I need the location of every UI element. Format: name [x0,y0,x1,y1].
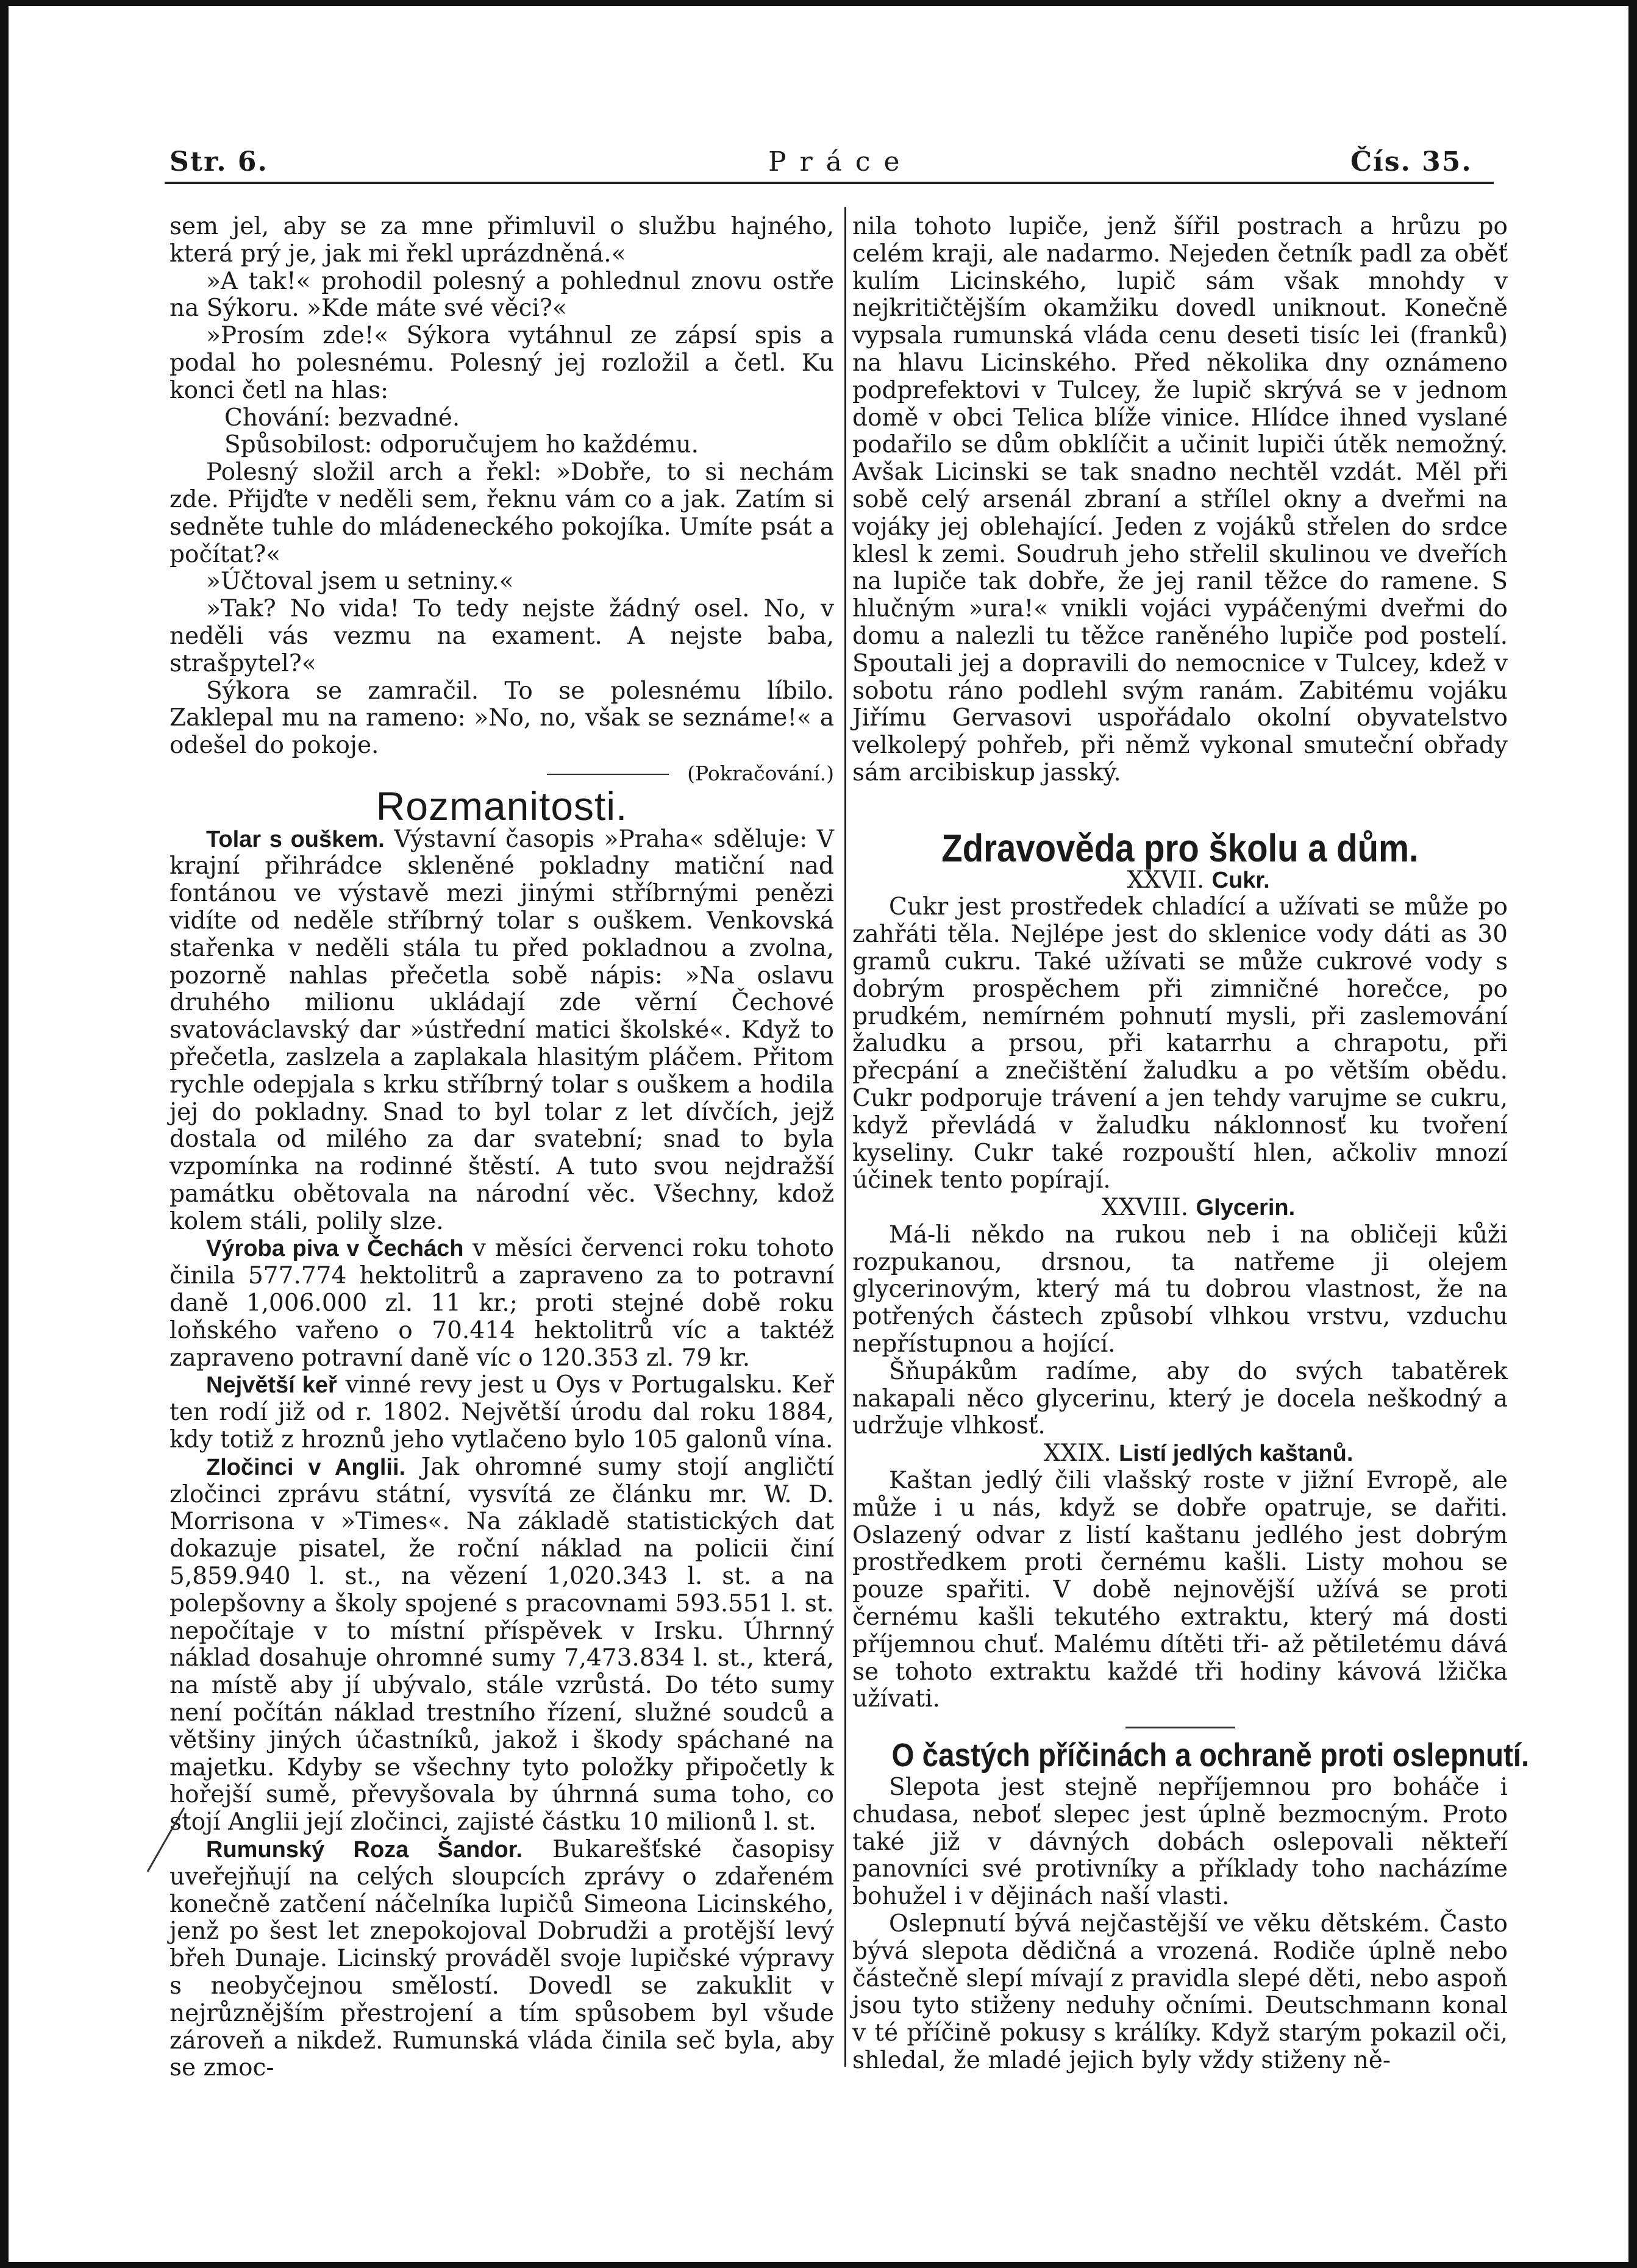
news-item [169,1836,834,2082]
article-paragraph: Oslepnutí bývá nejčastější ve věku dětském. Často bývá slepota dědičná a vrozená. Rodiče úplně nebo částečně slepí mívají z pravidla slepé děti, nebo aspoň jsou tyto stiženy neduhy očními. Deutschmann konal v té příčině pokusy s králíky. Když starým pokazil oči, shledal, že mladé jejich byly vždy stiženy ně- [852,1910,1508,2074]
scan-border-top [0,0,1637,6]
news-item-text: v měsíci červenci roku tohoto činila 577.774 hektolitrů a zapraveno za to potravní daně 1,006.000 zl. 11 kr.; proti stejné době roku loňského vařeno o 70.414 hektolitrů víc a taktéž zapraveno potravní daně víc o 120.353 zl. 79 kr. [169,1235,834,1372]
section-divider [1125,1727,1235,1728]
right-column [852,213,1530,2075]
health-subheading [852,1194,1508,1222]
health-number: XXVII. [1127,866,1205,894]
news-item [169,826,834,1236]
story-paragraph: Sýkora se zamračil. To se polesnému líbilo. Zaklepal mu na rameno: »No, no, však se seznáme!« a odešel do pokoje. [169,677,834,760]
news-item [169,1454,834,1836]
news-item-lead: Výroba piva v Čechách [206,1236,464,1262]
continued-note: (Pokračování.) [687,761,834,785]
column-divider [844,207,846,2067]
health-subheading [852,867,1508,894]
news-item-lead: Rumunský Roza Šandor. [206,1837,522,1863]
news-item [169,1372,834,1453]
story-paragraph: »Účtoval jsem u setniny.« [206,568,514,596]
health-topic: Listí jedlých kaštanů. [1119,1441,1353,1467]
scan-border-right [1628,0,1637,2268]
health-paragraph: Cukr jest prostředek chladící a užívati se může po zahřáti těla. Nejlépe jest do sklenice vody dáti as 30 gramů cukru. Také užívati se může cukrové vody s dobrým prospěchem při zimničné horečce, po prudkém, nemírném pohnutí mysli, při zaslemování žaludku a prsou, při katarrhu a chrapotu, při přecpání a znečištění žaludku a po větším obědu. Cukr podporuje trávení a jen tehdy varujme se cukru, když převládá v žaludku náklonnosť ku tvoření kyseliny. Cukr také rozpouští hlen, ačkoliv mnozí účinek tento popírají. [852,893,1508,1194]
health-topic: Cukr. [1211,867,1270,893]
scan-border-bottom [0,2262,1637,2268]
issue-number: Čís. 35. [1350,146,1472,177]
header-rule [165,182,1494,184]
section-title-rozmanitosti: Rozmanitosti. [376,783,628,829]
story-paragraph: »Prosím zde!« Sýkora vytáhnul ze zápsí spis a podal ho polesnému. Polesný jej rozložil a četl. Ku konci četl na hlas: [169,322,834,404]
news-item-lead: Největší keř [206,1372,337,1399]
news-item [169,1235,834,1372]
section-title-oslepnuti: O častých příčinách a ochraně proti oslepnutí. [891,1737,1530,1774]
pen-annotation-mark [141,1805,190,1878]
news-item-text: Výstavní časopis »Praha« sděluje: V krajní přihrádce skleněné pokladny matiční nad fontánou ve výstavě mezi jinými stříbrnými penězi vidíte od neděle stříbrný tolar s ouškem. Venkovská stařenka v neděli stála tu před pokladnou a zvolna, pozorně nahlas přečetla sobě nápis: »Na oslavu druhého milionu ukládají zde věrní Čechové svatováclavský dar »ústřední matici školské«. Když to přečetla, zaslzela a zaplakala hlasitým pláčem. Přitom rychle odepjala s krku stříbrný tolar s ouškem a hodila jej do pokladny. Snad to byl tolar z let dívčích, jejž dostala od milého za dar svatební; snad to byla vzpomínka na rodinné štěstí. A tuto svou nejdražší památku obětovala na národní věc. Všechny, kdož kolem stáli, polily slze. [169,825,834,1235]
story-paragraph: Chování: bezvadné. [224,404,460,432]
health-paragraph: Kaštan jedlý čili vlašský roste v jižní Evropě, ale může i u nás, když se dobře opatruje, se dařiti. Oslazený odvar z listí kaštanu jedlého jest dobrým prostředkem proti černému kašli. Listy mohou se pouze spařiti. V době nejnovější užívá se proti černému kašli tekutého extraktu, který má dosti příjemnou chuť. Malému dítěti tři- až pětiletému dává se tohoto extraktu každé tři hodiny kávová lžička užívati. [852,1467,1508,1713]
news-item-lead: Zločinci v Anglii. [206,1454,406,1480]
health-topic: Glycerin. [1196,1195,1296,1221]
news-item-text: vinné revy jest u Oys v Portugalsku. Keř ten rodí již od r. 1802. Největší úrodu dal roku 1884, kdy totiž z hroznů jeho vytlačeno bylo 105 galonů vína. [169,1371,834,1454]
health-number: XXIX. [1043,1439,1111,1467]
story-paragraph: Spůsobilost: odporučujem ho každému. [224,431,699,459]
article-paragraph: Slepota jest stejně nepříjemnou pro boháče i chudasa, neboť slepec jest úplně bezmocným. Proto také již v dávných dobách oslepovali někteří panovníci své protivníky a příklady toho nacházíme bohužel i v dějinách naší vlasti. [852,1774,1508,1911]
health-subheading [852,1440,1508,1467]
story-paragraph: »A tak!« prohodil polesný a pohlednul znovu ostře na Sýkoru. »Kde máte své věci?« [169,267,834,323]
scan-border-left [0,0,9,2268]
news-item-lead: Tolar s ouškem. [206,826,385,852]
news-item-text: Bukarešťské časopisy uveřejňují na celých sloupcích zprávy o zdařeném konečně zatčení náčelníka lupičů Simeona Licinského, jenž po šest let znepokojoval Dobrudži a protější levý břeh Dunaje. Licinský prováděl svoje lupičské výpravy s neobyčejnou smělostí. Dovedl se zakuklit v nejrůznějším přestrojení a tím spůsobem byl všude zároveň a nikdež. Rumunská vláda činila seč byla, aby se zmoc- [169,1836,834,2082]
continued-article: nila tohoto lupiče, jenž šířil postrach a hrůzu po celém kraji, ale nadarmo. Nejeden četník padl za oběť kulím Licinského, lupič sám však mnohdy v nejkritičtějším okamžiku dovedl uniknout. Konečně vypsala rumunská vláda cenu deseti tisíc lei (franků) na hlavu Licinského. Před několika dny oznámeno podprefektovi v Tulcey, že lupič skrývá se v jednom domě v obci Telica blíže vinice. Hlídce ihned vyslané podařilo se dům obklíčit a učinit lupiči útěk nemožný. Avšak Licinski se tak snadno nechtěl vzdát. Měl při sobě celý arsenál zbraní a střílel okny a dveřmi na vojáky jej oblehající. Jeden z vojáků střelen do srdce klesl k zemi. Soudruh jeho střelil skulinou ve dveřích na lupiče tak dobře, že jej ranil těžce do ramene. S hlučným »ura!« vnikli vojáci vypáčenými dveřmi do domu a nalezli tu těžce raněného lupiče pod postelí. Spoutali jej a dopravili do nemocnice v Tulcey, kdež v sobotu ráno podlehl svým ranám. Zabitému vojáku Jiřímu Gervasovi uspořádalo okolní obyvatelstvo velkolepý pohřeb, při němž vykonal smuteční obřady sám arcibiskup jasský. [852,213,1508,786]
page-number: Str. 6. [169,146,268,177]
short-divider [547,774,669,775]
story-paragraph: »Tak? No vida! To tedy nejste žádný osel. No, v neděli vás vezmu na exament. A nejste baba, strašpytel?« [169,595,834,677]
news-item-text: Jak ohromné sumy stojí angličtí zločinci zprávu státní, vysvítá ze článku mr. W. D. Morrisona v »Times«. Na základě statistických dat dokazuje pisatel, že roční náklad na policii činí 5,859.940 l. st., na vězení 1,020.343 l. st. a na polepšovny a školy spojené s pracovnami 593.551 l. st. nepočítaje v to místní příspěvek v Irsku. Úhrnný náklad dosahuje ohromné sumy 7,473.834 l. st., která, na místě aby jí ubývalo, stále vzrůstá. Do této sumy není počítán náklad trestního řízení, služné soudců a většiny jiných účastníků, jakož i škody spáchané na majetku. Kdyby se všechny tyto položky připočetly k hořejší sumě, převyšovala by úhrnná suma toho, co stojí Anglii její zločinci, zajisté částku 10 milionů l. st. [169,1453,834,1836]
section-title-zdravoveda: Zdravověda pro školu a dům. [941,826,1419,870]
left-column [169,213,834,2082]
health-paragraph: Šňupákům radíme, aby do svých tabatěrek nakapali něco glycerinu, který je docela neškodný a udržuje vlhkosť. [852,1357,1508,1440]
story-paragraph: sem jel, aby se za mne přimluvil o službu hajného, která prý je, jak mi řekl uprázdněná.« [169,213,834,268]
story-paragraph: Polesný složil arch a řekl: »Dobře, to si nechám zde. Přijďte v neděli sem, řeknu vám co a jak. Zatím si sedněte tuhle do mládeneckého pokojíka. Umíte psát a počítat?« [169,458,834,568]
health-number: XXVIII. [1101,1194,1189,1222]
health-paragraph: Má-li někdo na rukou neb i na obličeji kůži rozpukanou, drsnou, ta natřeme ji olejem glycerinovým, který má tu dobrou vlastnost, že na potřených částech způsobí vlhkou vrstvu, vzduchu nepřístupnou a hojící. [852,1221,1508,1358]
newspaper-title: Práce [768,146,913,177]
